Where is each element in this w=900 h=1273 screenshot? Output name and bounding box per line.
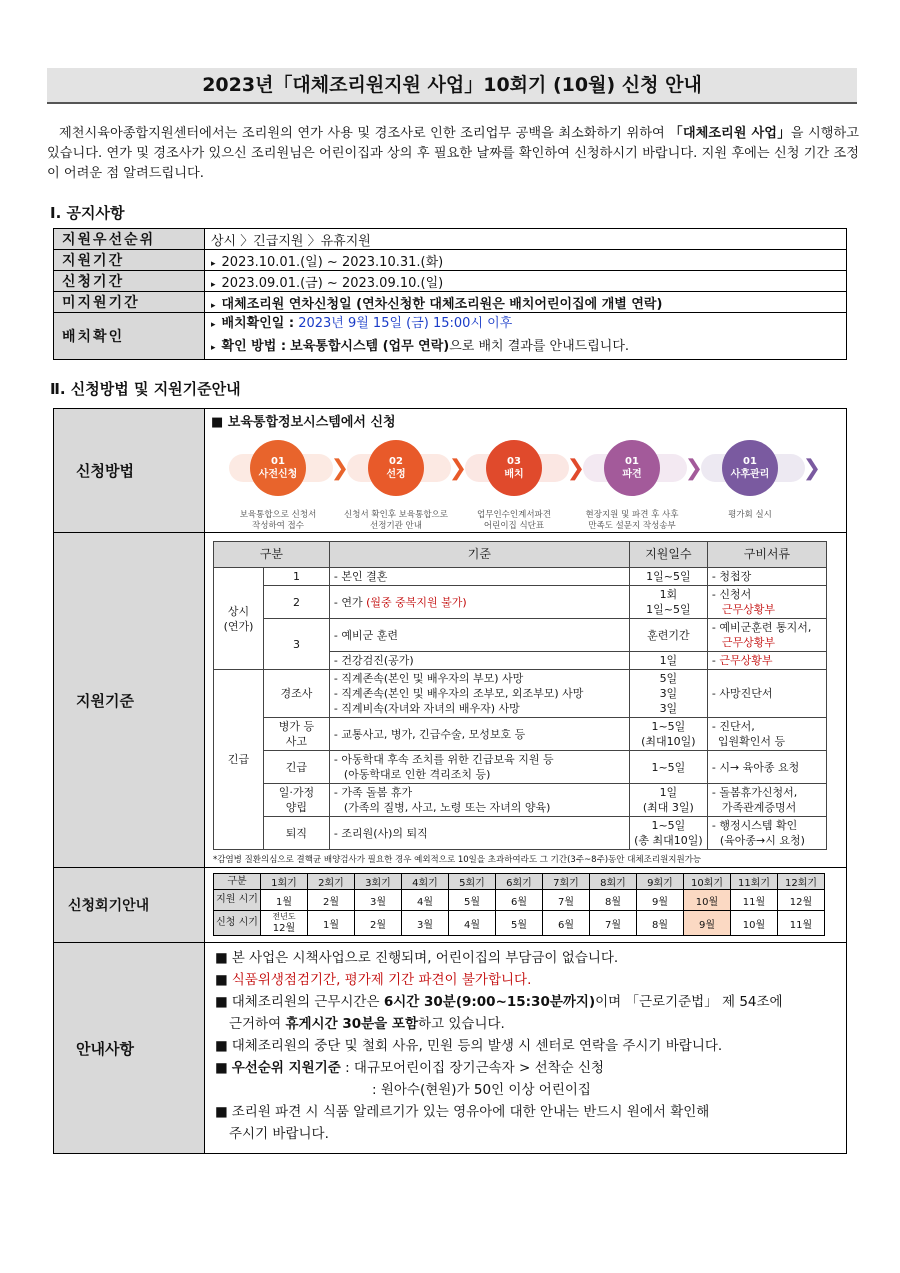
chevron-right-icon: ❯ [684,456,703,481]
apply-period-cell [205,271,847,292]
cycle-apply-month: 3월 [402,911,449,936]
nosupport-period-value: 대체조리원 연차신청일 (연차신청한 대체조리원은 배치어린이집에 개별 연락) [221,296,663,312]
u4-std-2: (가족의 질병, 사고, 노령 또는 자녀의 양육) [343,801,551,814]
intro-text-2: 을 시행하고 있습니다. 연가 및 경조사가 있으신 조리원님은 어린이집과 상의 후 필요한 날짜를 확인하여 신청하시기 바랍니다. 지원 후에는 신청 기간 조정이 어려운 점 알려드립니다. [47,126,860,181]
nosupport-period-label: 미지원기간 [54,292,205,313]
step-circle [604,440,660,496]
u4-std-1: - 가족 돌봄 휴가 [333,786,413,799]
criteria-footnote: *감염병 질환의심으로 결핵균 배양검사가 필요한 경우 예외적으로 10일을 초과하여라도 그 기간(3주~8주)동안 대체조리원지원가능 [213,855,702,865]
r2-std-red: (월중 중복지원 불가) [366,595,467,609]
bullet-icon: ▸ [211,258,216,269]
apply-period-value: 2023.09.01.(금) ~ 2023.09.10.(일) [221,275,444,291]
nosupport-period-cell [205,292,847,313]
step-name: 사후관리 [730,469,770,480]
step-circle [486,440,542,496]
support-period-cell [205,250,847,271]
cycle-apply-month: 11월 [778,911,825,936]
confirm-date-value: 2023년 9월 15일 (금) 15:00시 이후 [298,316,513,331]
step-description [219,510,337,532]
step-desc-1: 현장지원 및 파견 후 사후 [585,510,679,520]
u2-days-cell [629,718,707,751]
u4-doc-cell [707,784,826,817]
chevron-right-icon: ❯ [448,456,467,481]
u2-std: - 교통사고, 병가, 긴급수술, 모성보호 등 [329,718,629,751]
r1-no: 1 [264,568,330,586]
r2-std: - 연가 [333,595,367,609]
r3-doc-1: - 예비군훈련 통지서, [711,621,812,634]
step-description [691,510,809,521]
cycle-round: 10회기 [684,874,731,890]
r1-std: - 본인 결혼 [329,568,629,586]
cycle-apply-month: 2월 [355,911,402,936]
u1-std-1: - 직계존속(본인 및 배우자의 부모) 사망 [333,672,524,685]
step-name: 선정 [386,469,406,480]
u1-cat: 경조사 [264,670,330,718]
step-desc-2: 어린이집 식단표 [483,521,545,531]
support-period-label: 지원기간 [54,250,205,271]
step-name: 배치 [504,469,524,480]
confirm-date-label: 배치확인일 : [221,316,295,331]
cycle-support-month: 9월 [637,890,684,911]
r1-days: 1일~5일 [629,568,707,586]
u5-days-2: (총 최대10일) [634,834,703,847]
cycle-support-month: 11월 [731,890,778,911]
u5-doc-1: - 행정시스템 확인 [711,819,798,832]
cycle-round: 12회기 [778,874,825,890]
u1-std-3: - 직계비속(자녀와 자녀의 배우자) 사망 [333,702,520,715]
r2-doc-2: 근무상황부 [721,603,776,616]
guide-item-3e: 휴게시간 30분을 포함 [285,1016,418,1032]
step-desc-1: 평가회 실시 [728,510,772,520]
regular-sublabel: (연가) [223,619,254,633]
cycle-round: 11회기 [731,874,778,890]
cycle-apply-month: 4월 [449,911,496,936]
criteria-header-category: 구분 [214,542,330,568]
cycle-round: 6회기 [496,874,543,890]
process-step [455,440,585,532]
u3-std-cell [329,751,629,784]
cycle-apply-first-bottom: 12월 [272,923,296,934]
step-desc-2: 만족도 설문지 작성송부 [588,521,676,531]
priority-label: 지원우선순위 [54,229,205,250]
cycle-head-label: 구분 [214,874,261,890]
r2-days-2: 1일~5일 [646,603,691,616]
process-step [573,440,703,532]
u1-days-3: 3일 [659,702,678,715]
priority-value: 상시 〉긴급지원 〉유휴지원 [205,229,847,250]
cycle-apply-month: 8월 [637,911,684,936]
guide-item-3f: 하고 있습니다. [417,1016,505,1032]
r3-days: 훈련기간 [629,619,707,652]
r3-no: 3 [264,619,330,670]
guide-cell: ■ 본 사업은 시책사업으로 진행되며, 어린이집의 부담금이 없습니다. ■ 식품위생점검기간, 평가제 기간 파견이 불가합니다. ■ 대체조리원의 근무시간은 6시간 30분(9:00~15:30분까지)이며 「근로기준법」 제 54조에 근거하여 휴게시간 30분을 포함하고 있습니다. ■ 대체조리원의 중단 및 철회 사유, 민원 등의 발생 시 센터로 연락을 주시기 바랍니다. ■ 우선순위 지원기준 : 대규모어린이집 장기근속자 > 선착순 신청 : 원아수(현원)가 50인 이상 어린이집 ■ 조리원 파견 시 식품 알레르기가 있는 영유아에 대한 안내는 반드시 원에서 확인해 주시기 바랍니다. [205,943,847,1154]
u4-days-1: 1일 [659,786,678,799]
r4-days: 1일 [629,652,707,670]
cycle-round: 2회기 [308,874,355,890]
u2-cat-1: 병가 등 [278,720,315,733]
u1-std-2: - 직계존속(본인 및 배우자의 조부모, 외조부모) 사망 [333,687,584,700]
cycle-round: 7회기 [543,874,590,890]
cycle-round: 3회기 [355,874,402,890]
step-circle [722,440,778,496]
guide-item-1: 본 사업은 시책사업으로 진행되며, 어린이집의 부담금이 없습니다. [231,950,619,966]
step-number: 01 [743,456,757,467]
r4-std: - 건강검진(공가) [329,652,629,670]
chevron-right-icon: ❯ [802,456,821,481]
u2-cat-2: 사고 [285,735,308,748]
u1-doc: - 사망진단서 [707,670,826,718]
u4-doc-2: 가족관계증명서 [721,801,797,814]
process-step [337,440,467,532]
cycle-apply-month: 6월 [543,911,590,936]
step-desc-2: 선정기관 안내 [370,521,422,531]
bullet-icon: ▸ [211,320,216,330]
guide-item-5a: 우선순위 지원기준 [231,1060,341,1076]
confirm-method-value: 보육통합시스템 (업무 연락) [290,339,450,354]
criteria-header-days: 지원일수 [629,542,707,568]
method-label: 신청방법 [54,409,205,533]
cycle-apply-month: 10월 [731,911,778,936]
u4-std-cell [329,784,629,817]
method-header: ■ 보육통합정보시스템에서 신청 [211,415,396,430]
r2-std-cell [329,586,629,619]
u4-cat-cell [264,784,330,817]
criteria-header-docs: 구비서류 [707,542,826,568]
section-heading-method: Ⅱ. 신청방법 및 지원기준안내 [50,380,241,398]
intro-text-1: 제천시육아종합지원센터에서는 조리원의 연가 사용 및 경조사로 인한 조리업무 공백을 최소화하기 위하여 [59,126,665,141]
cycle-round: 4회기 [402,874,449,890]
step-desc-1: 보육통합으로 신청서 [239,510,317,520]
guide-item-3c: 이며 「근로기준법」 제 54조에 [595,994,783,1010]
cycle-support-month: 8월 [590,890,637,911]
confirm-method-suffix: 으로 배치 결과를 안내드립니다. [449,339,630,354]
step-desc-1: 업무인수인계서파견 [477,510,551,520]
confirm-method-label: 확인 방법 : [221,339,287,354]
guide-item-5c: : 원아수(현원)가 50인 이상 어린이집 [372,1082,591,1098]
cycle-apply-month: 7월 [590,911,637,936]
u1-days-cell [629,670,707,718]
cycle-support-month: 2월 [308,890,355,911]
step-description [573,510,691,532]
r1-doc: - 청첩장 [707,568,826,586]
u3-std-2: (아동학대로 인한 격리조치 등) [343,768,491,781]
guide-label: 안내사항 [54,943,205,1154]
guide-item-6a: 조리원 파견 시 식품 알레르기가 있는 영유아에 대한 안내는 반드시 원에서 확인해 [231,1104,710,1120]
regular-label: 상시 [227,604,250,618]
r4-doc: 근무상황부 [719,654,773,667]
u1-days-2: 3일 [659,687,678,700]
u3-doc: - 시→ 육아종 요청 [707,751,826,784]
bullet-icon: ▸ [211,279,216,290]
cycle-support-month: 1월 [261,890,308,911]
main-table [53,408,847,1154]
u2-doc-2: 입원확인서 등 [717,735,786,748]
u5-doc-2: (육아종→시 요청) [719,834,805,847]
r4-doc-cell: - 근무상황부 [707,652,826,670]
u4-cat-2: 양립 [285,801,308,814]
cycle-cell [205,868,847,943]
process-steps [205,432,846,532]
u2-cat-cell [264,718,330,751]
criteria-table [213,541,827,850]
r2-days-1: 1회 [659,588,678,601]
guide-item-3d: 근거하여 [229,1016,286,1032]
cycle-support-month: 7월 [543,890,590,911]
r3-doc-cell [707,619,826,652]
cycle-support-month: 12월 [778,890,825,911]
cycle-support-month: 6월 [496,890,543,911]
intro-bold: 「대체조리원 사업」 [669,126,791,141]
process-step [691,440,821,532]
confirm-label: 배치확인 [54,313,205,360]
apply-period-label: 신청기간 [54,271,205,292]
u5-days-1: 1~5일 [651,819,686,832]
urgent-category: 긴급 [214,670,264,850]
confirm-cell [205,313,847,360]
cycle-table [213,873,825,936]
u4-cat-1: 일·가정 [278,786,315,799]
u5-cat: 퇴직 [264,817,330,850]
r3-std: - 예비군 훈련 [329,619,629,652]
cycle-support-month: 3월 [355,890,402,911]
criteria-label: 지원기준 [54,533,205,868]
step-name: 사전신청 [258,469,298,480]
criteria-cell [205,533,847,868]
cycle-apply-month: 9월 [684,911,731,936]
regular-category [214,568,264,670]
u4-days-cell [629,784,707,817]
cycle-support-label: 지원 시기 [214,890,261,911]
u3-std-1: - 아동학대 후속 조치를 위한 긴급보육 지원 등 [333,753,554,766]
method-cell [205,409,847,533]
cycle-apply-month: 5월 [496,911,543,936]
guide-item-4: 대체조리원의 중단 및 철회 사유, 민원 등의 발생 시 센터로 연락을 주시기 바랍니다. [231,1038,723,1054]
cycle-support-month: 5월 [449,890,496,911]
support-period-value: 2023.10.01.(일) ~ 2023.10.31.(화) [221,254,444,270]
step-circle [250,440,306,496]
u5-std: - 조리원(사)의 퇴직 [329,817,629,850]
u4-doc-1: - 돌봄휴가신청서, [711,786,798,799]
criteria-header-standard: 기준 [329,542,629,568]
bullet-icon: ▸ [211,343,216,353]
bullet-icon: ▸ [211,300,216,311]
step-number: 03 [507,456,521,467]
notice-table [53,228,847,360]
step-number: 02 [389,456,403,467]
cycle-round: 1회기 [261,874,308,890]
u5-days-cell [629,817,707,850]
guide-item-3b: 6시간 30분(9:00~15:30분까지) [383,994,596,1010]
guide-item-6b: 주시기 바랍니다. [229,1126,329,1142]
guide-item-3a: 대체조리원의 근무시간은 [231,994,384,1010]
u2-doc-cell [707,718,826,751]
u3-days: 1~5일 [629,751,707,784]
process-step [219,440,349,532]
r2-doc-cell [707,586,826,619]
u5-doc-cell [707,817,826,850]
chevron-right-icon: ❯ [566,456,585,481]
step-circle [368,440,424,496]
chevron-right-icon: ❯ [330,456,349,481]
u2-days-1: 1~5일 [651,720,686,733]
u2-days-2: (최대10일) [641,735,696,748]
step-name: 파견 [622,469,642,480]
u2-doc-1: - 진단서, [711,720,755,733]
page-title: 2023년「대체조리원지원 사업」10회기 (10월) 신청 안내 [47,68,857,104]
cycle-apply-month: 1월 [308,911,355,936]
step-description [455,510,573,532]
step-description [337,510,455,532]
guide-item-5b: : 대규모어린이집 장기근속자 > 선착순 신청 [340,1060,605,1076]
cycle-apply-first-top: 전년도 [272,912,296,921]
u1-std-cell [329,670,629,718]
r2-doc-1: - 신청서 [711,588,752,601]
step-number: 01 [271,456,285,467]
step-number: 01 [625,456,639,467]
u4-days-2: (최대 3일) [642,801,694,814]
u3-cat: 긴급 [264,751,330,784]
cycle-apply-first [261,911,308,936]
guide-item-2: 식품위생점검기간, 평가제 기간 파견이 불가합니다. [231,972,532,988]
cycle-label: 신청회기안내 [54,868,205,943]
intro-paragraph [47,124,859,184]
r2-no: 2 [264,586,330,619]
cycle-apply-label: 신청 시기 [214,911,261,936]
r3-doc-2: 근무상황부 [721,636,776,649]
cycle-support-month: 4월 [402,890,449,911]
cycle-round: 9회기 [637,874,684,890]
u1-days-1: 5일 [659,672,678,685]
r2-days-cell [629,586,707,619]
cycle-round: 8회기 [590,874,637,890]
section-heading-notice: Ⅰ. 공지사항 [50,204,125,222]
step-desc-1: 신청서 확인후 보육통합으로 [344,510,448,520]
cycle-round: 5회기 [449,874,496,890]
cycle-support-month: 10월 [684,890,731,911]
step-desc-2: 작성하여 접수 [252,521,304,531]
